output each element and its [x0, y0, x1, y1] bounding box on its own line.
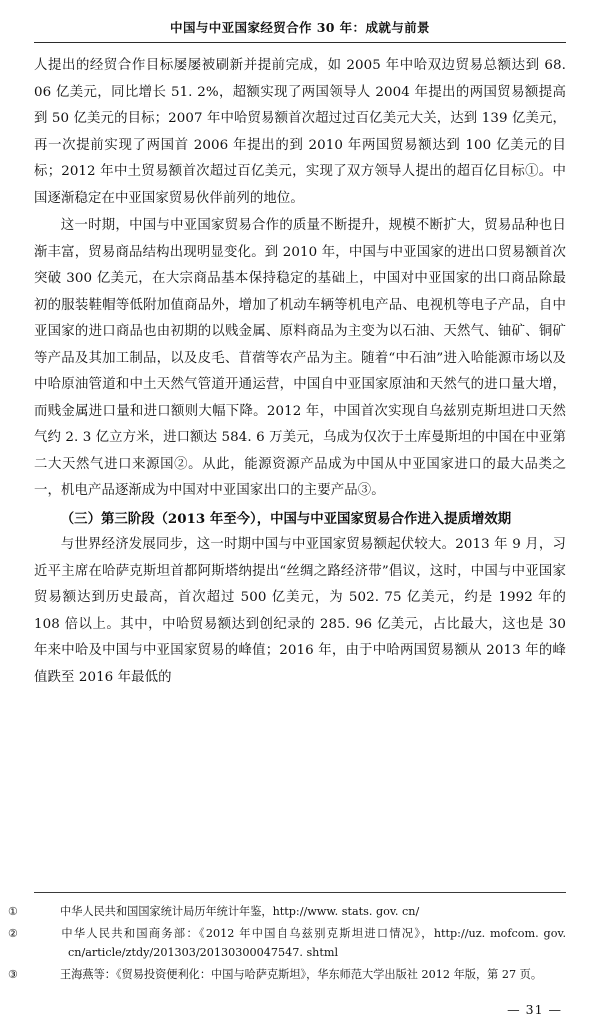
paragraph-second-stage-detail: 这一时期，中国与中亚国家贸易合作的质量不断提升，规模不断扩大，贸易品种也日渐丰富，贸易商品结构出现明显变化。到 2010 年，中国与中亚国家的进出口贸易额首次突破 300 亿美元，在大宗商品基本保持稳定的基础上，中国对中亚国家的出口商品除最初的服装鞋帽等低附加值商品外，增加了机动车辆等机电产品、电视机等电子产品，自中亚国家的进口商品也由初期的以贱金属、原料商品为主变为以石油、天然气、铀矿、铜矿等产品及其加工制品，以及皮毛、苜蓿等农产品为主。随着“中石油”进入哈能源市场以及中哈原油管道和中土天然气管道开通运营，中国自中亚国家原油和天然气的进口量大增，而贱金属进口量和进口额则大幅下降。2012 年，中国首次实现自乌兹别克斯坦进口天然气约 2. 3 亿立方米，进口额达 584. 6 万美元，乌成为仅次于土库曼斯坦的中国在中亚第二大天然气进口来源国②。从此，能源资源产品成为中国从中亚国家进口的最大品类之一，机电产品逐渐成为中国对中亚国家出口的主要产品③。 — [34, 218, 566, 498]
footnote-marker: ② — [8, 926, 19, 940]
footnote-marker: ① — [8, 905, 19, 918]
footnote-item — [8, 924, 566, 963]
footnote-text: 中华人民共和国商务部：《2012 年中国自乌兹别克斯坦进口情况》，http://uz. mofcom. gov. cn/article/ztdy/201303/20130300047547. shtml — [60, 926, 566, 959]
paragraph-continuation: 人提出的经贸合作目标屡屡被刷新并提前完成，如 2005 年中哈双边贸易总额达到 68. 06 亿美元，同比增长 51. 2%，超额实现了两国领导人 2004 年提出的两国贸易额提高到 50 亿美元的目标；2007 年中哈贸易额首次超过过百亿美元大关，达到 139 亿美元，再一次提前实现了两国首 2006 年提出的到 2010 年两国贸易额达到 100 亿美元的目标；2012 年中土贸易额首次超过百亿美元，实现了双方领导人提出的超百亿目标①。中国逐渐稳定在中亚国家贸易伙伴前列的地位。 — [34, 58, 566, 206]
running-header: 中国与中亚国家经贸合作 30 年：成就与前景 — [170, 20, 430, 35]
footnote-text: 王海燕等：《贸易投资便利化：中国与哈萨克斯坦》，华东师范大学出版社 2012 年版，第 27 页。 — [60, 967, 543, 981]
header-divider — [34, 42, 566, 43]
footnote-item — [8, 965, 566, 985]
page-content — [34, 53, 566, 888]
paragraph-third-stage: 与世界经济发展同步，这一时期中国与中亚国家贸易额起伏较大。2013 年 9 月，习近平主席在哈萨克斯坦首都阿斯塔纳提出“丝绸之路经济带”倡议，这时，中国与中亚国家贸易额达到历史最高，首次超过 500 亿美元，为 502. 75 亿美元，约是 1992 年的 108 倍以上。其中，中哈贸易额达到创纪录的 285. 96 亿美元，占比最大，这也是 30 年来中哈及中国与中亚国家贸易的峰值；2016 年，由于中哈两国贸易额从 2013 年的峰值跌至 2016 年最低的 — [34, 537, 566, 685]
footnote-marker: ③ — [8, 967, 19, 981]
footnote-divider — [34, 892, 566, 893]
page-number: — 31 — — [507, 1002, 562, 1017]
footnote-item — [8, 902, 566, 922]
section-subheading: （三）第三阶段（2013 年至今），中国与中亚国家贸易合作进入提质增效期 — [60, 510, 512, 527]
footnote-text: 中华人民共和国国家统计局历年统计年鉴，http://www. stats. gov. cn/ — [60, 905, 420, 918]
footnote-area — [8, 888, 566, 986]
